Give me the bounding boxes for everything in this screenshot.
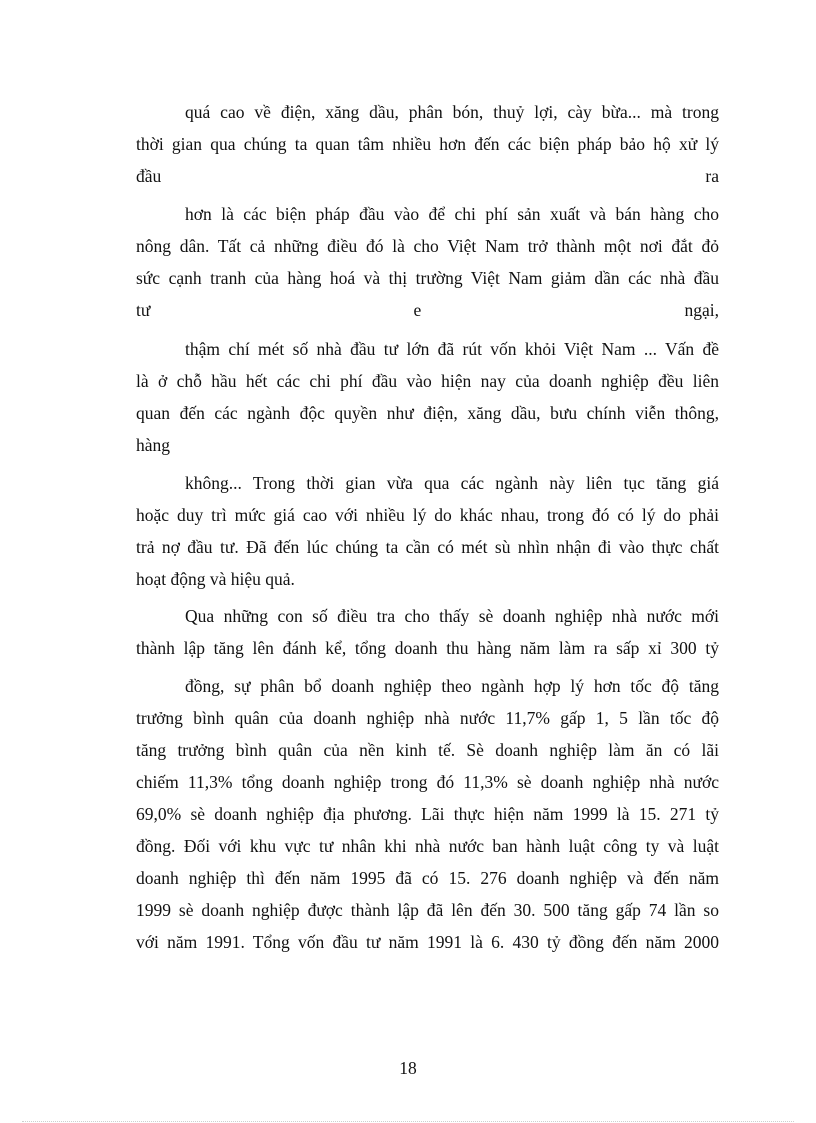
- text-line: thành lập tăng lên đánh kể, tổng doanh thu hàng năm làm ra sấp xỉ 300 tỷ: [136, 638, 719, 658]
- text-line: hơn là các biện pháp đầu vào để chi phí sản xuất và bán hàng cho: [185, 204, 719, 224]
- text-line-split: [136, 299, 719, 321]
- text-line: hàng: [136, 435, 171, 455]
- text-line: chiếm 11,3% tổng doanh nghiệp trong đó 11,3% sè doanh nghiệp nhà nước: [136, 772, 719, 792]
- text-line: quá cao về điện, xăng dầu, phân bón, thuỷ lợi, cày bừa... mà trong: [185, 102, 719, 122]
- text-line: với năm 1991. Tổng vốn đầu tư năm 1991 là 6. 430 tỷ đồng đến năm 2000: [136, 932, 719, 952]
- text-line: quan đến các ngành độc quyền như điện, xăng dầu, bưu chính viễn thông,: [136, 403, 719, 423]
- text-line: đồng. Đối với khu vực tư nhân khi nhà nước ban hành luật công ty và luật: [136, 836, 719, 856]
- page-number: 18: [399, 1058, 417, 1078]
- text-line: trả nợ đầu tư. Đã đến lúc chúng ta cần có mét sù nhìn nhận đi vào thực chất: [136, 537, 719, 557]
- split-word-middle: e: [413, 300, 422, 320]
- text-line: Qua những con số điều tra cho thấy sè doanh nghiệp nhà nước mới: [185, 606, 719, 626]
- split-word-right: ra: [705, 166, 719, 186]
- split-word-right: ngại,: [684, 300, 719, 320]
- text-line: không... Trong thời gian vừa qua các ngành này liên tục tăng giá: [185, 473, 719, 493]
- text-line: trưởng bình quân của doanh nghiệp nhà nước 11,7% gấp 1, 5 lần tốc độ: [136, 708, 719, 728]
- text-line: đồng, sự phân bổ doanh nghiệp theo ngành hợp lý hơn tốc độ tăng: [185, 676, 719, 696]
- text-line: là ở chỗ hầu hết các chi phí đầu vào hiện nay của doanh nghiệp đều liên: [136, 371, 719, 391]
- text-line: hoặc duy trì mức giá cao với nhiều lý do khác nhau, trong đó có lý do phải: [136, 505, 719, 525]
- text-line: nông dân. Tất cả những điều đó là cho Việt Nam trở thành một nơi đắt đỏ: [136, 236, 719, 256]
- text-line: 1999 sè doanh nghiệp được thành lập đã lên đến 30. 500 tăng gấp 74 lần so: [136, 900, 719, 920]
- text-line: 69,0% sè doanh nghiệp địa phương. Lãi thực hiện năm 1999 là 15. 271 tỷ: [136, 804, 719, 824]
- text-line: hoạt động và hiệu quả.: [136, 569, 295, 589]
- text-line: sức cạnh tranh của hàng hoá và thị trường Việt Nam giảm dần các nhà đầu: [136, 268, 719, 288]
- text-line: tăng trưởng bình quân của nền kinh tế. Sè doanh nghiệp làm ăn có lãi: [136, 740, 719, 760]
- text-line: thậm chí mét số nhà đầu tư lớn đã rút vốn khỏi Việt Nam ... Vấn đề: [185, 339, 719, 359]
- split-word-left: tư: [136, 300, 151, 320]
- text-line-split: [136, 165, 719, 187]
- text-line: doanh nghiệp thì đến năm 1995 đã có 15. 276 doanh nghiệp và đến năm: [136, 868, 719, 888]
- split-word-left: đầu: [136, 166, 162, 186]
- footer-dotted-rule: [22, 1121, 794, 1122]
- text-line: thời gian qua chúng ta quan tâm nhiều hơn đến các biện pháp bảo hộ xử lý: [136, 134, 719, 154]
